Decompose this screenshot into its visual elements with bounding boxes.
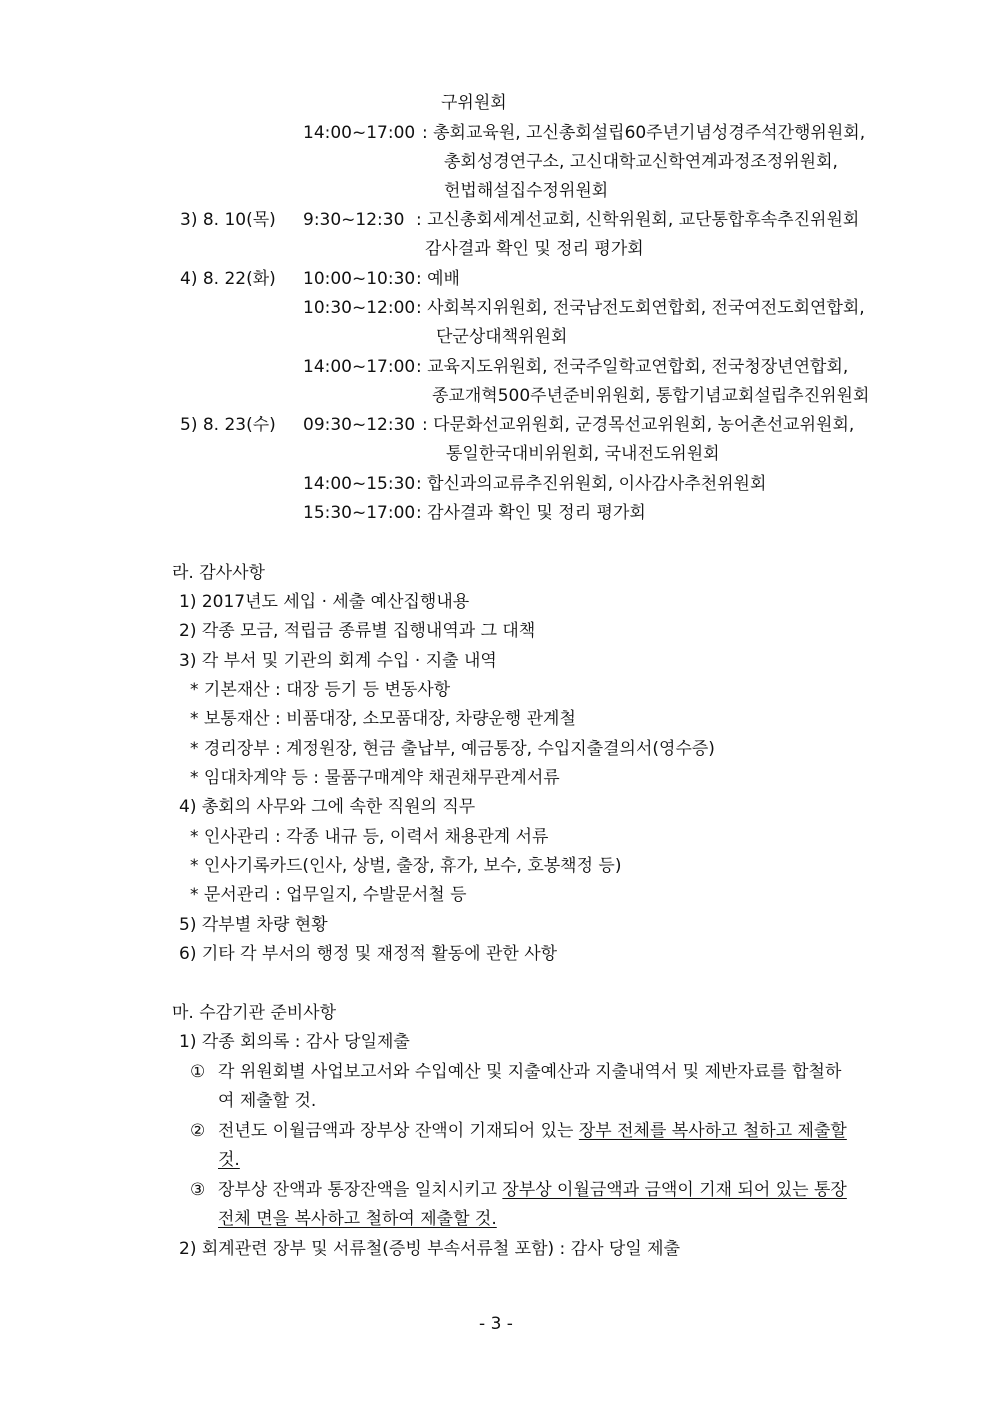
- schedule-time: 9:30~12:30: [303, 210, 405, 230]
- prep-item: 1) 각종 회의록 : 감사 당일제출: [179, 1032, 410, 1052]
- audit-item: 6) 기타 각 부서의 행정 및 재정적 활동에 관한 사항: [179, 944, 558, 964]
- prep-circle-number: ①: [190, 1062, 206, 1082]
- schedule-line: 헌법해설집수정위원회: [444, 181, 609, 201]
- schedule-time: 10:30~12:00: [303, 298, 416, 318]
- schedule-date: 5) 8. 23(수): [180, 415, 276, 435]
- schedule-time: 14:00~15:30: [303, 474, 416, 494]
- audit-item: 3) 각 부서 및 기관의 회계 수입 · 지출 내역: [179, 651, 497, 671]
- audit-item: 2) 각종 모금, 적립금 종류별 집행내역과 그 대책: [179, 621, 536, 641]
- audit-subitem: * 기본재산 : 대장 등기 등 변동사항: [190, 680, 451, 700]
- schedule-line: 통일한국대비위원회, 국내전도위원회: [446, 444, 720, 464]
- prep-subitem-cont: [218, 1208, 497, 1230]
- prep-underlined-text: 전체 면을 복사하고 철하여 제출할 것.: [218, 1209, 497, 1229]
- schedule-time: 14:00~17:00: [303, 123, 416, 143]
- schedule-time: 15:30~17:00: [303, 503, 416, 523]
- page-number: - 3 -: [479, 1314, 513, 1334]
- audit-subitem: * 임대차계약 등 : 물품구매계약 채권채무관계서류: [190, 768, 560, 788]
- audit-subitem: * 인사기록카드(인사, 상벌, 출장, 휴가, 보수, 호봉책정 등): [190, 856, 622, 876]
- audit-subitem: * 보통재산 : 비품대장, 소모품대장, 차량운행 관계철: [190, 709, 576, 729]
- schedule-line: : 감사결과 확인 및 정리 평가회: [416, 503, 646, 523]
- schedule-line: : 예배: [416, 269, 460, 289]
- schedule-line: 총회성경연구소, 고신대학교신학연계과정조정위원회,: [444, 152, 838, 172]
- audit-item: 4) 총회의 사무와 그에 속한 직원의 직무: [179, 797, 476, 817]
- prep-text: 장부상 잔액과 통장잔액을 일치시키고: [218, 1180, 503, 1200]
- prep-circle-number: ③: [190, 1180, 206, 1200]
- prep-underlined-text: 장부상 이월금액과 금액이 기재 되어 있는 통장: [502, 1180, 847, 1200]
- audit-subitem: * 경리장부 : 계정원장, 현금 출납부, 예금통장, 수입지출결의서(영수증): [190, 739, 715, 759]
- prep-underlined-text: 것.: [218, 1150, 240, 1170]
- schedule-line: : 교육지도위원회, 전국주일학교연합회, 전국청장년연합회,: [416, 357, 849, 377]
- prep-circle-number: ②: [190, 1121, 206, 1141]
- prep-subitem-cont: [218, 1149, 240, 1171]
- prep-subitem: 각 위원회별 사업보고서와 수입예산 및 지출예산과 지출내역서 및 제반자료를 합철하: [218, 1062, 842, 1082]
- section-heading-audit: 라. 감사사항: [172, 563, 265, 583]
- prep-text: 전년도 이월금액과 장부상 잔액이 기재되어 있는: [218, 1121, 579, 1141]
- schedule-date: 4) 8. 22(화): [180, 269, 276, 289]
- schedule-time: 09:30~12:30: [303, 415, 416, 435]
- schedule-line: 구위원회: [441, 93, 507, 113]
- schedule-date: 3) 8. 10(목): [180, 210, 276, 230]
- schedule-line: : 총회교육원, 고신총회설립60주년기념성경주석간행위원회,: [422, 123, 866, 143]
- schedule-line: 단군상대책위원회: [436, 327, 568, 347]
- schedule-time: 10:00~10:30: [303, 269, 416, 289]
- schedule-line: : 고신총회세계선교회, 신학위원회, 교단통합후속추진위원회: [416, 210, 860, 230]
- prep-underlined-text: 장부 전체를 복사하고 철하고 제출할: [578, 1121, 847, 1141]
- schedule-line: : 다문화선교위원회, 군경목선교위원회, 농어촌선교위원회,: [422, 415, 855, 435]
- prep-subitem-cont: 여 제출할 것.: [218, 1091, 317, 1111]
- prep-subitem: [218, 1120, 847, 1142]
- audit-subitem: * 문서관리 : 업무일지, 수발문서철 등: [190, 885, 467, 905]
- schedule-line: 종교개혁500주년준비위원회, 통합기념교회설립추진위원회: [432, 386, 870, 406]
- audit-item: 1) 2017년도 세입 · 세출 예산집행내용: [179, 592, 470, 612]
- prep-item: 2) 회계관련 장부 및 서류철(증빙 부속서류철 포함) : 감사 당일 제출: [179, 1239, 681, 1259]
- audit-subitem: * 인사관리 : 각종 내규 등, 이력서 채용관계 서류: [190, 827, 549, 847]
- prep-subitem: [218, 1179, 847, 1201]
- schedule-line: 감사결과 확인 및 정리 평가회: [425, 239, 644, 259]
- schedule-time: 14:00~17:00: [303, 357, 416, 377]
- section-heading-prep: 마. 수감기관 준비사항: [172, 1003, 337, 1023]
- schedule-line: : 합신과의교류추진위원회, 이사감사추천위원회: [416, 474, 767, 494]
- audit-item: 5) 각부별 차량 현황: [179, 915, 328, 935]
- schedule-line: : 사회복지위원회, 전국남전도회연합회, 전국여전도회연합회,: [416, 298, 865, 318]
